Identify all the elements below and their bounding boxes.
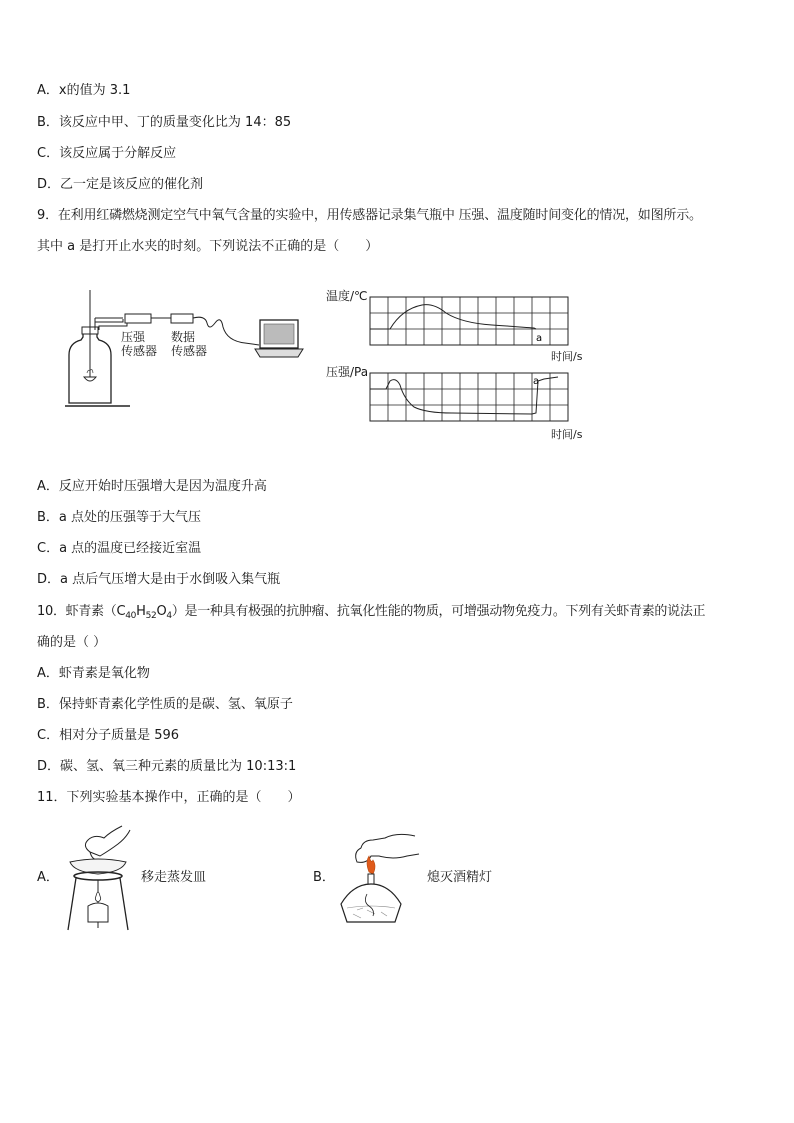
- q9-option-b: B．a 点处的压强等于大气压: [37, 510, 202, 525]
- q10-option-c: C．相对分子质量是 596: [37, 728, 180, 743]
- q11-option-a-letter: A．: [37, 870, 59, 885]
- q10-stem-line1: 10．虾青素$(C_{40}H_{52}O_4)$是一种具有极强的抗肿瘤、抗氧化性能的物质，可增强动物免疫力。下列有关虾青素的说法正: [37, 604, 706, 621]
- pressure-y-label: 压强/Pa: [326, 365, 369, 379]
- q11-option-b-figure: [333, 822, 423, 932]
- temperature-marker-a: a: [536, 333, 543, 344]
- sensor1-label-line2: 传感器: [121, 344, 158, 358]
- q9-stem-line2: 其中 a 是打开止水夹的时刻。下列说法不正确的是（ ）: [37, 239, 379, 254]
- q10-stem-line2: 确的是（ ）: [37, 635, 107, 650]
- pressure-curve: [370, 377, 558, 414]
- q8-option-a: A．x的值为 3.1: [37, 83, 131, 98]
- q11-option-b-letter: B．: [313, 870, 335, 885]
- q9-stem-line1: 9．在利用红磷燃烧测定空气中氧气含量的实验中，用传感器记录集气瓶中 压强、温度随时间变化的情况，如图所示。: [37, 208, 702, 223]
- q9-option-d: D．a 点后气压增大是由于水倒吸入集气瓶: [37, 572, 281, 587]
- q9-option-a: A．反应开始时压强增大是因为温度升高: [37, 479, 267, 494]
- q10-option-d: D．碳、氢、氧三种元素的质量比为 10:13:1: [37, 759, 297, 774]
- temperature-y-label: 温度/℃: [326, 289, 368, 303]
- q10-option-b: B．保持虾青素化学性质的是碳、氢、氧原子: [37, 697, 293, 712]
- temperature-curve: [370, 305, 536, 329]
- pressure-marker-a: a: [533, 376, 540, 387]
- q8-option-d: D．乙一定是该反应的催化剂: [37, 177, 204, 192]
- sensor2-label-line1: 数据: [171, 330, 196, 344]
- q11-option-a-figure: [60, 820, 135, 935]
- sensor1-label-line1: 压强: [121, 330, 146, 344]
- q11-option-a-caption: 移走蒸发皿: [141, 870, 207, 885]
- q10-formula: $C_{40}H_{52}O_4$: [116, 604, 172, 621]
- sensor2-label-line2: 传感器: [171, 344, 208, 358]
- q8-option-b: B．该反应中甲、丁的质量变化比为 14：85: [37, 115, 292, 130]
- pressure-x-label: 时间/s: [551, 428, 583, 441]
- q9-option-c: C．a 点的温度已经接近室温: [37, 541, 202, 556]
- temperature-x-label: 时间/s: [551, 350, 583, 363]
- q11-option-b-caption: 熄灭酒精灯: [427, 870, 493, 885]
- q10-option-a: A．虾青素是氧化物: [37, 666, 150, 681]
- q8-option-c: C．该反应属于分解反应: [37, 146, 177, 161]
- q11-stem: 11．下列实验基本操作中，正确的是（ ）: [37, 790, 301, 805]
